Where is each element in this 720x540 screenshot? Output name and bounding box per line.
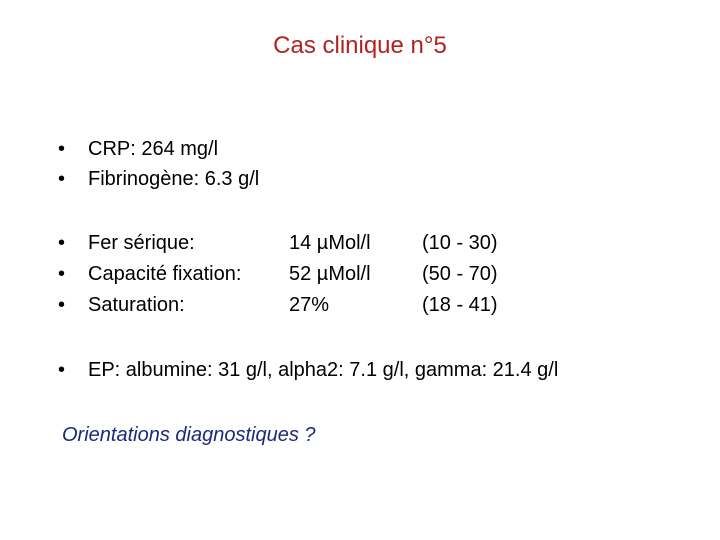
capacite-fixation-range: (50 - 70): [422, 263, 498, 285]
bullet-icon: •: [58, 359, 66, 381]
diagnostic-question: Orientations diagnostiques ?: [62, 424, 316, 446]
saturation-range: (18 - 41): [422, 294, 498, 316]
bullet-icon: •: [58, 294, 66, 316]
fibrinogen-text: Fibrinogène: 6.3 g/l: [88, 168, 260, 190]
bullet-icon: •: [58, 232, 66, 254]
crp-text: CRP: 264 mg/l: [88, 138, 219, 160]
slide-title: Cas clinique n°5: [273, 32, 447, 59]
bullet-icon: •: [58, 168, 66, 190]
ep-text: EP: albumine: 31 g/l, alpha2: 7.1 g/l, gamma: 21.4 g/l: [88, 359, 559, 381]
fer-serique-label: Fer sérique:: [88, 232, 195, 254]
saturation-value: 27%: [289, 294, 330, 316]
saturation-label: Saturation:: [88, 294, 185, 316]
bullet-icon: •: [58, 263, 66, 285]
fer-serique-value: 14 µMol/l: [289, 232, 371, 254]
capacite-fixation-value: 52 µMol/l: [289, 263, 371, 285]
capacite-fixation-label: Capacité fixation:: [88, 263, 242, 285]
fer-serique-range: (10 - 30): [422, 232, 498, 254]
bullet-icon: •: [58, 138, 66, 160]
